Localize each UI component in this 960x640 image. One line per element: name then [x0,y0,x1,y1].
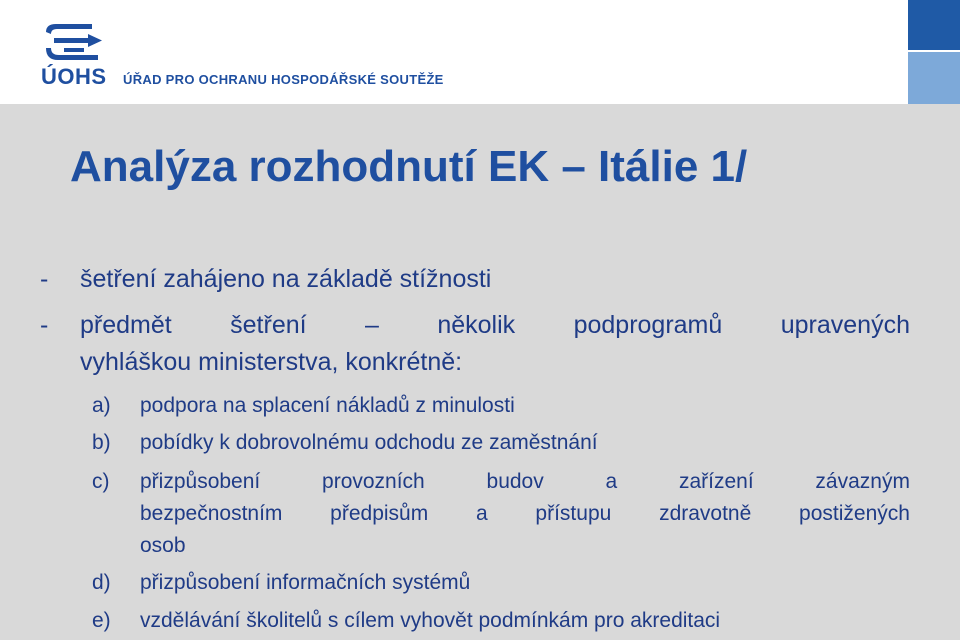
word: upravených [780,311,910,339]
corner-accent-light [908,52,960,104]
word: předmět [80,311,172,339]
subitem-marker: d) [92,571,111,594]
word: bezpečnostním [140,502,283,525]
subitem-text: vzdělávání školitelů s cílem vyhovět podmínkám pro akreditaci [140,609,721,632]
word: a [605,470,618,493]
uohs-logo-icon [40,22,112,66]
subitem-marker: b) [92,431,111,454]
word: podprogramů [573,311,723,339]
bullet-text-justified [80,311,910,340]
slide-header [0,0,960,104]
logo-abbreviation: ÚOHS [41,64,107,89]
subitem-marker: a) [92,394,111,417]
bullet-text-continued: vyhláškou ministerstva, konkrétně: [80,348,463,376]
word: – [365,311,379,339]
bullet-marker: - [40,265,49,293]
word: postižených [799,502,910,525]
word: šetření [230,311,307,339]
word: a [475,502,488,525]
bullet-marker: - [40,311,49,339]
word: budov [486,470,544,493]
word: několik [437,311,516,339]
word: zdravotně [659,502,752,525]
word: závazným [815,470,910,493]
subitem-text: přizpůsobení informačních systémů [140,571,471,594]
subitem-text: podpora na splacení nákladů z minulosti [140,394,515,417]
bullet-text: šetření zahájeno na základě stížnosti [80,265,492,293]
subitem-text-justified [140,502,910,526]
subitem-text-continued: osob [140,534,186,557]
subitem-marker: e) [92,609,111,632]
word: přístupu [535,502,612,525]
logo-organization-name: ÚŘAD PRO OCHRANU HOSPODÁŘSKÉ SOUTĚŽE [123,72,444,87]
word: předpisům [330,502,429,525]
word: přizpůsobení [140,470,261,493]
corner-accent-dark [908,0,960,50]
word: zařízení [678,470,754,493]
subitem-text-justified [140,470,910,494]
subitem-marker: c) [92,470,110,493]
word: provozních [322,470,425,493]
subitem-text: pobídky k dobrovolnému odchodu ze zaměstnání [140,431,598,454]
slide-title: Analýza rozhodnutí EK – Itálie 1/ [70,142,748,191]
